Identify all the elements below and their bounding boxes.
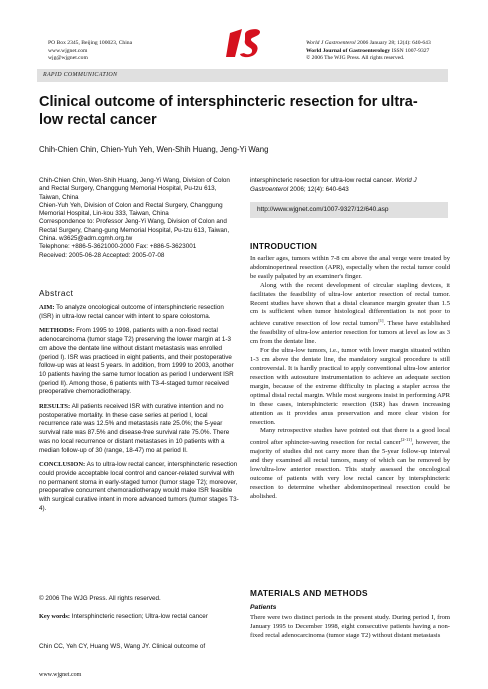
website-link[interactable]: www.wjgnet.com [48,47,88,54]
article-title: Clinical outcome of intersphincteric resection for ultra-low rectal cancer [39,94,418,128]
intro-paragraph: In earlier ages, tumors within 7-8 cm above the anal verge were treated by abdominoperineal resection (APR), especially when the rectal tumor could be easily palpated by an examiner's finger. [250,255,450,280]
abstract-conclusion: CONCLUSION: As to ultra-low rectal cancer, intersphincteric resection could provide acceptable local control and cancer-related survival with no permanent stoma in early-staged tumor (tumor stage T2); moreover, preoperative concurrent chemoradiotherapy would make ISR feasible with surgical curative intent in more advanced tumors (tumor stages T3-4). [39,461,239,512]
abstract-body [39,304,239,519]
correspondence: Correspondence to: Professor Jeng-Yi Wang, Division of Colon and Rectal Surgery, Chang-gung Memorial Hospital, Pu-tzu 613, Taiwan, China. w3625@adm.cgmh.org.tw [39,218,230,243]
affiliations [39,177,239,260]
journal-logo [226,27,262,59]
patients-subheading: Patients [250,604,277,611]
issn: ISSN 1007-9327 [391,47,430,54]
citation-continued: intersphincteric resection for ultra-low rectal cancer. World J Gastroenterol 2006; 12(4): 640-643 [250,177,417,193]
abstract-heading: Abstract [39,288,74,298]
email-link[interactable]: wjg@wjgnet.com [48,55,88,62]
intro-paragraph: For the ultra-low tumors, i.e., tumor with lower margin situated within 1-3 cm above the dentate line, the mandatory surgical procedure is still controversial. It is hardly practical to apply conventional ultra-low anterior resection with autosuture instrumentation to achieve an adequate section margin, because of the extreme difficulty in placing a stapler across the optimal distal rectal margin. While most surgeons insist in performing APR in these cases, intersphincteric resection (ISR) has drawn increasing attention as it provides anus preservation and more clear vision for resection. [250,347,450,426]
contact-phone: Telephone: +886-5-3621000-2000 Fax: +886-5-3623001 [39,243,197,251]
journal-info [306,40,431,63]
abstract-aim: AIM: To analyze oncological outcome of intersphincteric resection (ISR) in ultra-low rectal cancer with intent to spare colostoma. [39,304,224,320]
methods-paragraph: There were two distinct periods in the present study. During period I, from January 1995 to December 1998, eight consecutive patients having a non-fixed rectal adenocarcinoma (tumor stage T2) without distant metastasis [250,614,450,639]
publisher-address [48,40,132,63]
address-line: PO Box 2345, Beijing 100023, China [48,40,133,46]
citation-start: Chin CC, Yeh CY, Huang WS, Wang JY. Clinical outcome of [39,643,206,650]
intro-heading: INTRODUCTION [250,241,318,251]
section-label: RAPID COMMUNICATION [43,72,118,78]
footer-url[interactable]: www.wjgnet.com [39,672,82,678]
journal-name: World Journal of Gastroenterology [306,47,391,54]
abstract-methods: METHODS: From 1995 to 1998, patients with a non-fixed rectal adenocarcinoma (tumor stage T2) preserving the lower margin at 1-3 cm above the dentate line without distant metastasis was enrolled (period I). ISR was practiced in eight patients, and their postoperative follow-up was at least 5 years. In addition, from 1999 to 2003, another 10 patients having the same tumor location as period I underwent ISR (period II). Among those, 6 patients with T3-4-staged tumor received preoperative chemoradiotherapy. [39,327,234,396]
issue-info: 2006 January 28; 12(4): 640-643 [357,40,431,46]
intro-paragraph: Along with the recent development of circular stapling devices, it facilitates the feasibility of ultra-low anterior resection of rectal tumor. Recent studies have shown that a distal clearance margin greater than 1.5 cm is sufficient when tumor histological differentiation is not poor to achieve curative resection of low rectal tumors[1]. These have established the feasibility of ultra-low anterior resection for tumors at level as low as 3 cm from the dentate line. [250,281,450,346]
received-date: Received: 2005-06-28 Accepted: 2005-07-08 [39,251,165,259]
methods-heading: MATERIALS AND METHODS [250,588,368,598]
intro-paragraph: Many retrospective studies have pointed out that there is a good local control after sphincter-saving resection for rectal cancer[2-11], however, the majority of studies did not carry more than the 5-year follow-up interval and they examined all rectal tumors, many of which can be removed by low/ultra-low anterior resection. This study assessed the oncological outcome of patients with very low rectal cancer by intersphincteric resection to determine whether abdominoperineal resection could be abolished. [250,427,450,500]
article-copyright: © 2006 The WJG Press. All rights reserved. [39,595,161,602]
author-list: Chih-Chien Chin, Chien-Yuh Yeh, Wen-Shih Huang, Jeng-Yi Wang [39,145,269,154]
article-url[interactable]: http://www.wjgnet.com/1007-9327/12/640.asp [257,206,389,213]
methods-body [250,614,450,641]
affiliation-2: Chien-Yuh Yeh, Division of Colon and Rectal Surgery, Changgung Memorial Hospital, Lin-kou 333, Taiwan, China [39,201,223,218]
intro-body [250,255,450,502]
journal-copyright: © 2006 The WJG Press. All rights reserved. [306,55,405,62]
keywords: Key words: Intersphincteric resection; Ultra-low rectal cancer [39,613,208,620]
affiliation-1: Chih-Chien Chin, Wen-Shih Huang, Jeng-Yi Wang, Division of Colon and Rectal Surgery, Changgung Memorial Hospital, Pu-tzu 613, Taiwan, China [39,177,230,201]
article-url-box [250,202,448,218]
abstract-results: RESULTS: All patients received ISR with curative intention and no postoperative mortality. In these case series at period I, local recurrence rate was 12.5% and metastasis rate 25.0%; the 5-year survival rate was 87.5% and disease-free survival rate 75.0%. There was no local recurrence or distant metastases in 10 patients with a median follow-up of 30 (range, 18-47) mo at period II. [39,403,230,454]
section-band [37,69,448,82]
journal-abbrev: World J Gastroenterol [306,40,356,46]
